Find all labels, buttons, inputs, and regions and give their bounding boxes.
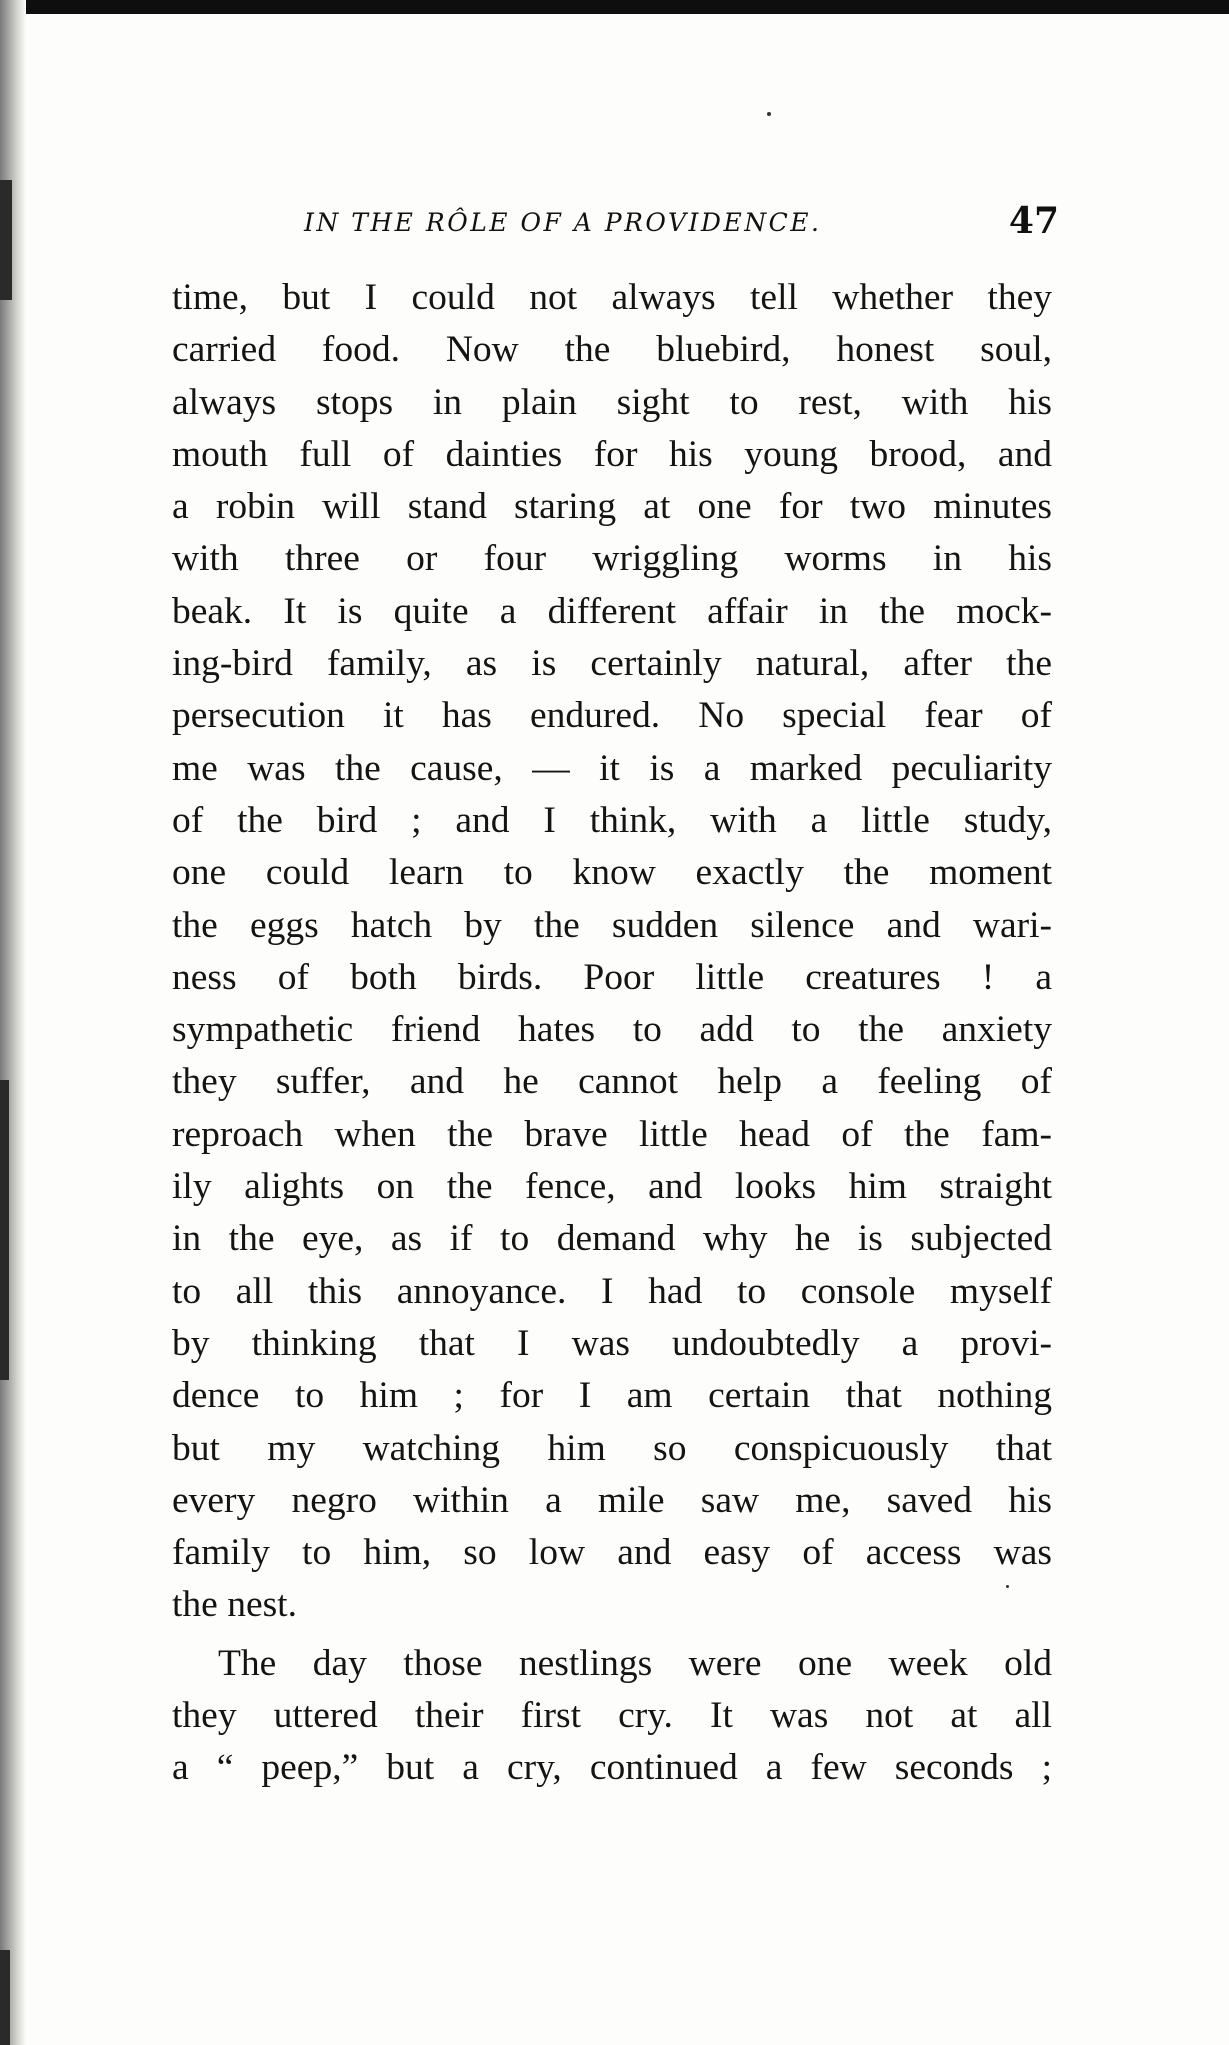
text-line: one could learn to know exactly the moment — [172, 852, 1052, 894]
text-line: carried food. Now the bluebird, honest soul, — [172, 329, 1052, 371]
text-line: of the bird ; and I think, with a little study, — [172, 799, 1052, 841]
text-line: in the eye, as if to demand why he is subjected — [172, 1218, 1052, 1260]
scan-left-edge — [0, 0, 26, 2045]
text-line: sympathetic friend hates to add to the anxiety — [172, 1009, 1052, 1051]
text-line: with three or four wriggling worms in his — [172, 538, 1052, 580]
text-line: to all this annoyance. I had to console myself — [172, 1270, 1052, 1312]
running-head — [172, 200, 1062, 250]
text-line: reproach when the brave little head of the fam- — [172, 1113, 1052, 1155]
text-line: beak. It is quite a different affair in the mock- — [172, 590, 1052, 632]
text-line: the eggs hatch by the sudden silence and wari- — [172, 904, 1052, 946]
text-line: time, but I could not always tell whether they — [172, 277, 1052, 318]
text-line: family to him, so low and easy of access was — [172, 1532, 1052, 1574]
scan-binding-shadow — [0, 180, 12, 300]
text-line: mouth full of dainties for his young brood, and — [172, 433, 1052, 475]
text-line: a robin will stand staring at one for two minutes — [172, 486, 1052, 528]
page-number: 47 — [1008, 200, 1059, 242]
text-line: every negro within a mile saw me, saved his — [172, 1479, 1052, 1521]
scan-binding-shadow — [0, 1950, 10, 2045]
text-line: the nest. — [172, 1584, 297, 1626]
ink-speck — [767, 112, 771, 116]
text-line: ily alights on the fence, and looks him straight — [172, 1166, 1052, 1208]
text-line: dence to him ; for I am certain that nothing — [172, 1375, 1052, 1417]
text-line: always stops in plain sight to rest, with his — [172, 381, 1052, 423]
text-line: but my watching him so conspicuously that — [172, 1427, 1052, 1469]
body-text — [172, 272, 1052, 1795]
running-title: IN THE RÔLE OF A PROVIDENCE. — [304, 208, 822, 237]
scan-top-edge — [0, 0, 1229, 14]
text-line: they suffer, and he cannot help a feeling of — [172, 1061, 1052, 1103]
text-line: persecution it has endured. No special fear of — [172, 695, 1052, 737]
text-line: they uttered their first cry. It was not at all — [172, 1695, 1052, 1737]
text-line: me was the cause, — it is a marked peculiarity — [172, 747, 1052, 789]
scan-binding-shadow — [0, 1080, 9, 1380]
text-line: ing-bird family, as is certainly natural, after the — [172, 643, 1052, 685]
text-line: The day those nestlings were one week old — [218, 1642, 1052, 1684]
text-line: ness of both birds. Poor little creatures ! a — [172, 956, 1052, 998]
text-line: by thinking that I was undoubtedly a provi- — [172, 1322, 1052, 1364]
text-line: a “ peep,” but a cry, continued a few seconds ; — [172, 1747, 1052, 1789]
